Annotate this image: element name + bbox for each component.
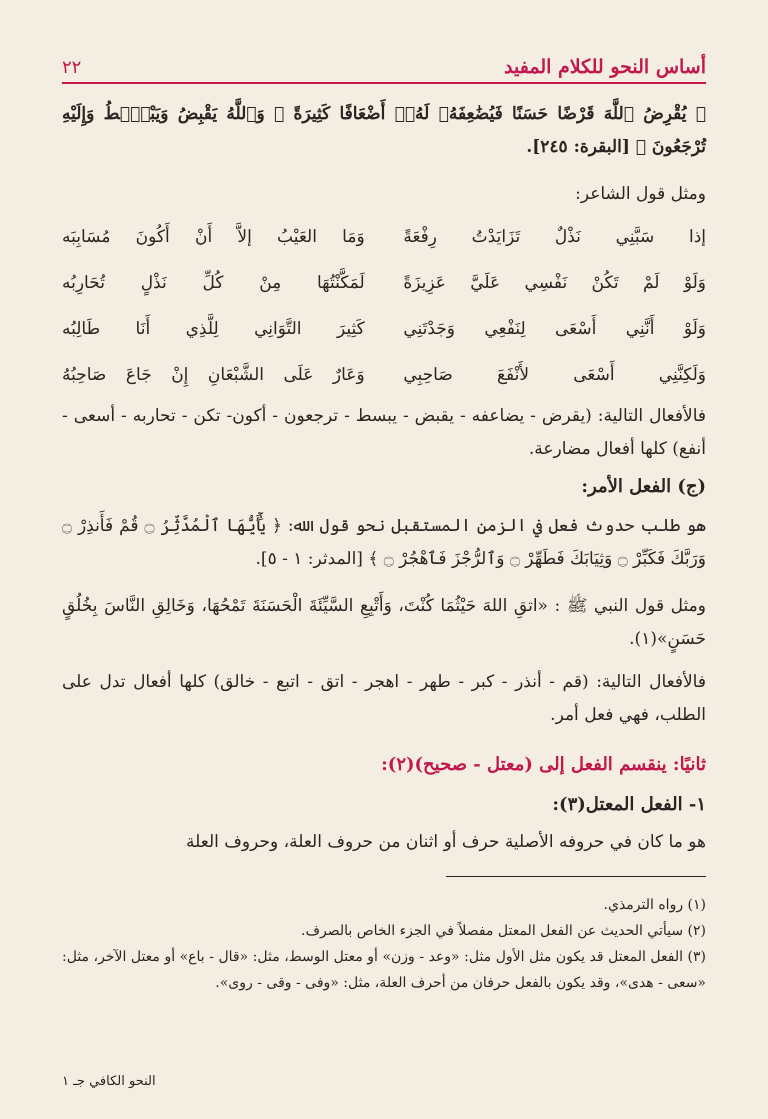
footnote: (١) رواه الترمذي. [603,897,706,913]
header-rule [62,82,706,84]
verse-first-hemistich: إذا سَبَّنِي نَذْلٌ تَزَايَدْتُ رِفْعَةً [403,227,706,247]
weak-verb-definition: هو ما كان في حروفه الأصلية حرف أو اثنان من حروف العلة، وحروف العلة [186,832,706,852]
verse-first-hemistich: وَلَوْ لَمْ تَكُنْ نَفْسِي عَلَيَّ عَزِيزَةً [403,273,706,293]
quran-verse-baqarah: ﴿ يُقْرِضُ ٱللَّهَ قَرْضًا حَسَنًا فَيُضَٰعِفَهُۥ لَهُۥٓ أَضْعَافًا كَثِيرَةً ۚ وَٱللَّهُ يَقْبِضُ وَيَبْصُۜطُ وَإِلَيْهِ تُرْجَعُونَ ﴾ [البقرة: ٢٤٥]. [62,104,706,157]
section-heading-verb-division: ثانيًا: ينقسم الفعل إلى (معتل - صحيح)(٢): [381,754,706,775]
poem-verse [62,352,706,398]
poet-intro: ومثل قول الشاعر: [575,184,706,204]
footnotes [62,892,706,996]
verse-second-hemistich: لَمَكَّنْتُهَا مِنْ كُلِّ نَذْلٍ تُحَارِبُه [62,273,365,293]
hadith-example: ومثل قول النبي ﷺ : «اتقِ اللهَ حَيْثُمَا كُنْتَ، وَأَتْبِعِ السَّيِّئَةَ الْحَسَنَةَ تَمْحُهَا، وَخَالِقِ النَّاسَ بِخُلُقٍ حَسَنٍ»(١). [62,596,706,649]
poem [62,214,706,398]
verse-second-hemistich: وَمَا العَيْبُ إلاَّ أَنْ أَكُونَ مُسَابِبَه [62,227,365,247]
footnote: (٢) سيأتي الحديث عن الفعل المعتل مفصلاً في الجزء الخاص بالصرف. [301,923,706,939]
page-header [62,48,706,78]
running-title: أساس النحو للكلام المفيد [504,56,706,78]
section-heading-imperative: (ج) الفعل الأمر: [581,476,706,497]
verse-first-hemistich: وَلَوْ أَنَّنِي أَسْعَى لِنَفْعِي وَجَدْتَنِي [403,319,706,339]
page-number: ٢٢ [62,57,82,78]
imperative-definition: هو طلب حدوث فعل في الزمن المستقبل نحو قول الله: ﴿ يَٰٓأَيُّهَا ٱلْمُدَّثِّرُ ۝ قُمْ فَأَنذِرْ ۝ وَرَبَّكَ فَكَبِّرْ ۝ وَثِيَابَكَ فَطَهِّرْ ۝ وَٱلرُّجْزَ فَٱهْجُرْ ۝ ﴾ [المدثر: ١ - ٥]. [62,516,706,569]
imperative-verbs-summary: فالأفعال التالية: (قم - أنذر - كبر - طهر - اهجر - اتق - اتبع - خالق) كلها أفعال تدل على الطلب، فهي فعل أمر. [62,672,706,725]
poem-verse [62,214,706,260]
poem-verse [62,306,706,352]
book-footer: النحو الكافي جـ ١ [62,1074,156,1089]
poem-verse [62,260,706,306]
verse-second-hemistich: كَثِيرَ التَّوَانِي لِلَّذِي أَنَا طَالِبُه [62,319,365,339]
present-verbs-summary: فالأفعال التالية: (يقرض - يضاعفه - يقبض - يبسط - ترجعون - أكون- تكن - تحاربه - أسعى - أنفع) كلها أفعال مضارعة. [62,406,706,459]
subheading-weak-verb: ١- الفعل المعتل(٣): [552,794,706,815]
footnote-separator [446,876,706,877]
verse-first-hemistich: وَلَكِنَّنِي أَسْعَى لأَنْفَعَ صَاحِبِي [403,365,706,385]
verse-second-hemistich: وَعَارٌ عَلَى الشَّبْعَانِ إِنْ جَاعَ صَاحِبُهُ [62,365,365,385]
footnote: (٣) الفعل المعتل قد يكون مثل الأول مثل: «وعد - وزن» أو معتل الوسط، مثل: «قال - باع» أو معتل الآخر، مثل: «سعى - هدى»، وقد يكون بالفعل حرفان من أحرف العلة، مثل: «وفى - وقى - روى». [62,949,706,991]
